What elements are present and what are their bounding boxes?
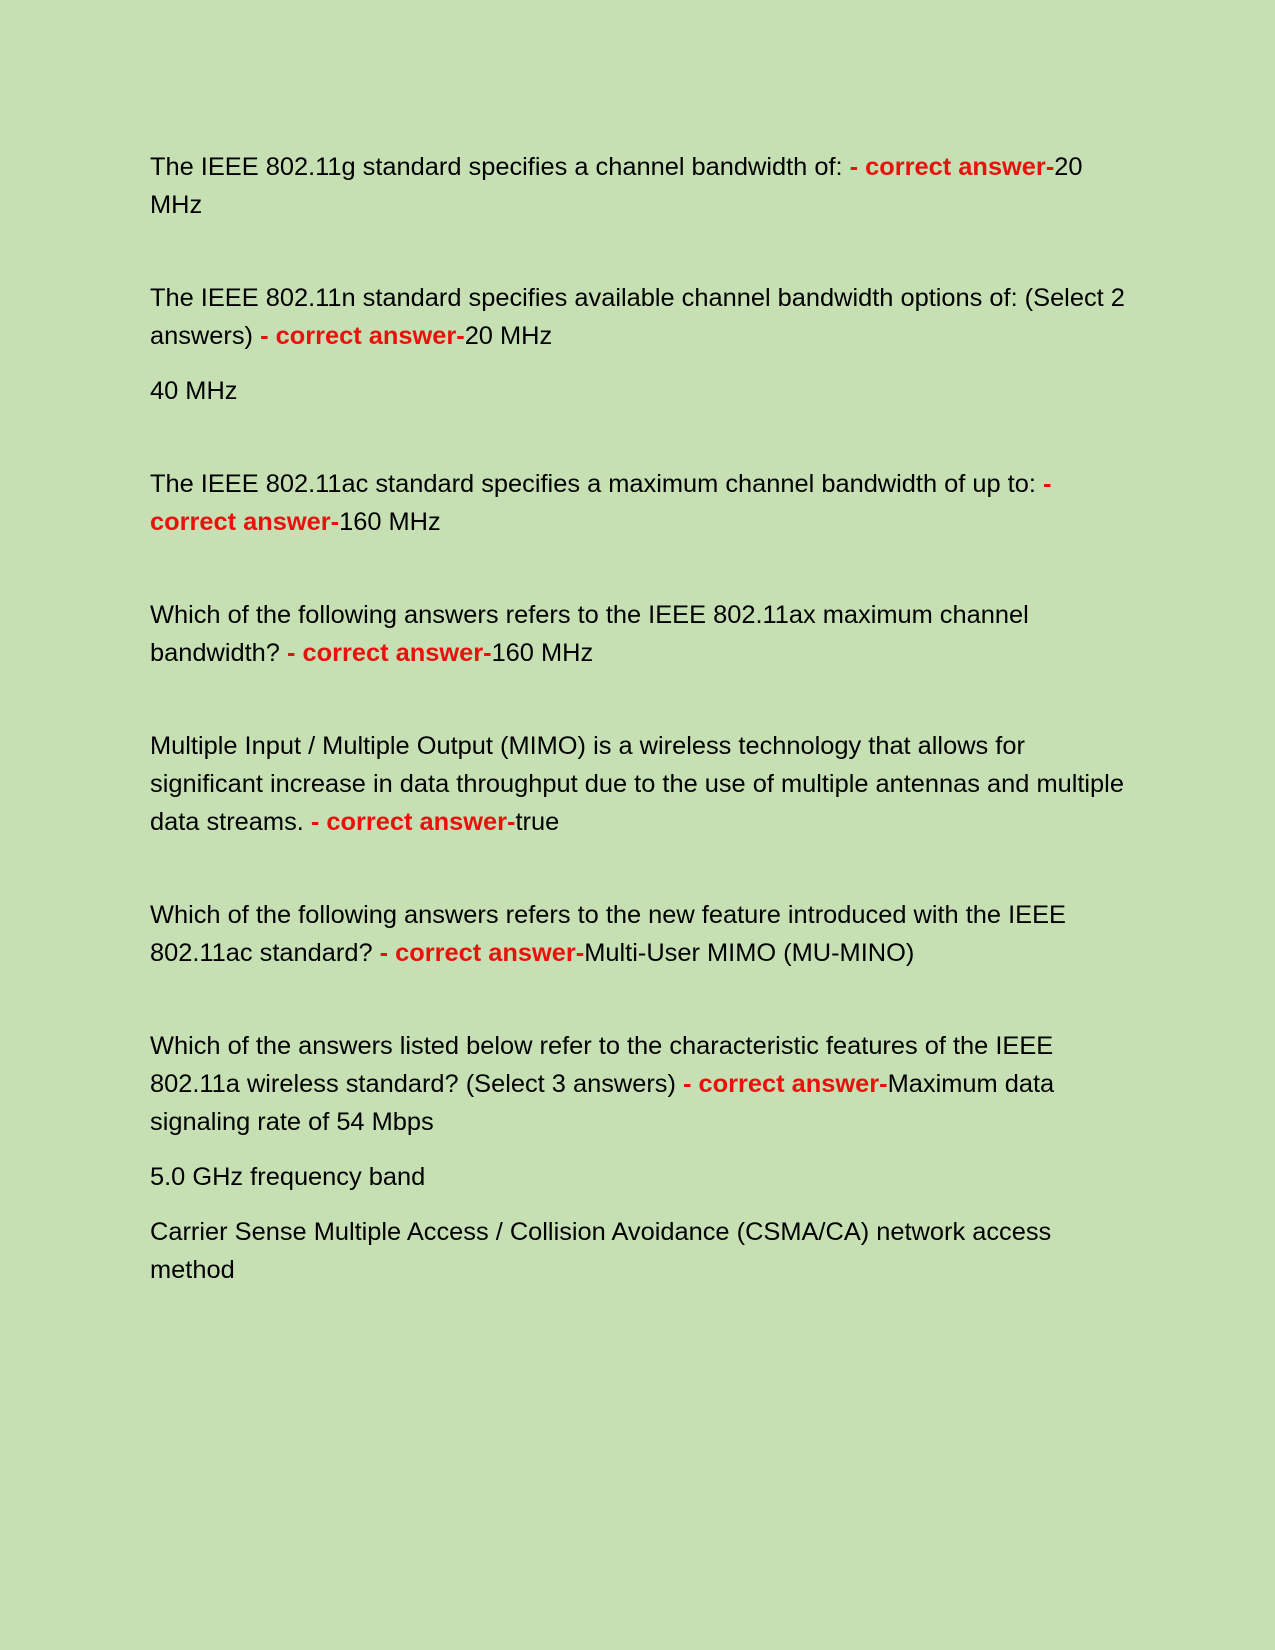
question-text: Which of the following answers refers to the IEEE 802.11ax maximum channel bandwidth? bbox=[150, 601, 1029, 667]
additional-answer: 40 MHz bbox=[150, 377, 238, 405]
answer-text: Maximum data signaling rate of 54 Mbps bbox=[150, 1070, 1055, 1136]
answer-text: 20 MHz bbox=[464, 322, 553, 350]
qa-item-4 bbox=[150, 596, 1130, 672]
additional-answer: 5.0 GHz frequency band bbox=[150, 1163, 426, 1191]
correct-answer-marker: - correct answer- bbox=[379, 939, 585, 967]
document-page bbox=[150, 148, 1130, 1344]
correct-answer-marker: - correct answer- bbox=[286, 639, 492, 667]
answer-text: 20 MHz bbox=[150, 153, 1083, 219]
answer-text: Multi-User MIMO (MU-MINO) bbox=[584, 939, 915, 967]
qa-line bbox=[150, 727, 1130, 841]
question-text: The IEEE 802.11g standard specifies a channel bandwidth of: bbox=[150, 153, 850, 181]
qa-item-2 bbox=[150, 279, 1130, 410]
correct-answer-marker: - correct answer- bbox=[310, 808, 516, 836]
correct-answer-marker: - correct answer- bbox=[683, 1070, 888, 1098]
qa-item-7 bbox=[150, 1027, 1130, 1289]
qa-line bbox=[150, 1027, 1130, 1141]
qa-line bbox=[150, 896, 1130, 972]
qa-line bbox=[150, 279, 1130, 355]
qa-item-5 bbox=[150, 727, 1130, 841]
qa-item-3 bbox=[150, 465, 1130, 541]
qa-line bbox=[150, 465, 1130, 541]
question-text: Which of the following answers refers to the new feature introduced with the IEEE 802.11ac standard? bbox=[150, 901, 1066, 967]
correct-answer-marker: - correct answer- bbox=[849, 153, 1055, 181]
question-text: The IEEE 802.11ac standard specifies a maximum channel bandwidth of up to: bbox=[150, 470, 1043, 498]
qa-line bbox=[150, 148, 1130, 224]
answer-text: true bbox=[515, 808, 560, 836]
qa-item-1 bbox=[150, 148, 1130, 224]
answer-text: 160 MHz bbox=[491, 639, 594, 667]
question-text: The IEEE 802.11n standard specifies available channel bandwidth options of: (Select 2 answers) bbox=[150, 284, 1125, 350]
answer-text: 160 MHz bbox=[339, 508, 441, 536]
correct-answer-marker: - correct answer- bbox=[150, 470, 1052, 536]
question-text: Which of the answers listed below refer to the characteristic features of the IEEE 802.11a wireless standard? (Select 3 answers) bbox=[150, 1032, 1054, 1098]
additional-answer: Carrier Sense Multiple Access / Collision Avoidance (CSMA/CA) network access method bbox=[150, 1218, 1052, 1284]
qa-item-6 bbox=[150, 896, 1130, 972]
qa-line bbox=[150, 596, 1130, 672]
question-text: Multiple Input / Multiple Output (MIMO) is a wireless technology that allows for significant increase in data throughput due to the use of multiple antennas and multiple data streams. bbox=[150, 732, 1124, 836]
correct-answer-marker: - correct answer- bbox=[260, 322, 465, 350]
